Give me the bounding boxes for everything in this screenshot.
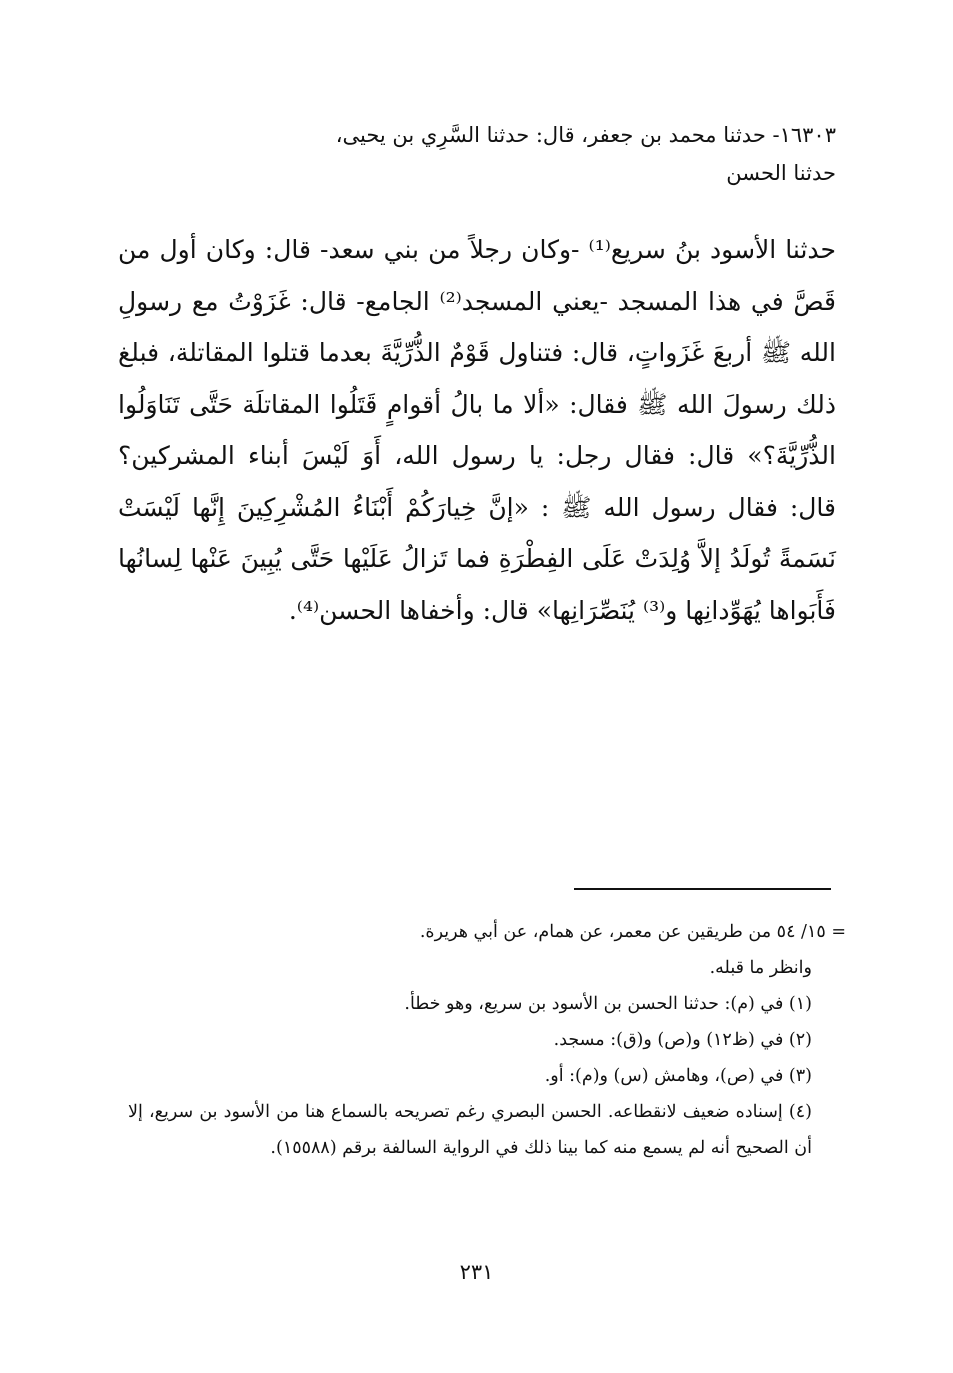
hadith-body: حدثنا الأسود بنُ سريع⁽¹⁾ -وكان رجلاً من بني سعد- قال: وكان أول من قَصَّ في هذا المسجد -يعني المسجد⁽²⁾ الجامع- قال: غَزَوْتُ مع رسولِ الله ﷺ أربعَ غَزَواتٍ، قال: فتناول قَوْمٌ الذُّرِّيَّةَ بعدما قتلوا المقاتلة، فبلغ ذلك رسولَ الله ﷺ فقال: «ألا ما بالُ أقوامٍ قَتَلُوا المقاتلَة حَتَّى تَنَاوَلُوا الذُّرِّيَّةَ؟» قال: فقال رجل: يا رسول الله، أَوَ لَيْسَ أبناء المشركين؟ قال: فقال رسول الله ﷺ : «إنَّ خِيارَكُمْ أَبْنَاءُ المُشْرِكِينَ إِنَّها لَيْسَتْ نَسَمةً تُولَدُ إلاَّ وُلِدَتْ عَلَى الفِطْرَةِ فما تَزالُ عَلَيْها حَتَّى يُبِينَ عَنْها لِسانُها فَأَبَواها يُهَوِّدانِها و⁽³⁾ يُنَصِّرَانِها» قال: وأخفاها الحسن⁽⁴⁾. xyxy=(118,235,837,625)
footnote-4: (٤) إسناده ضعيف لانقطاعه. الحسن البصري رغم تصريحه بالسماع هنا من الأسود بن سريع، إلا أن الصحيح أنه لم يسمع منه كما بينا ذلك في الرواية السالفة برقم (١٥٥٨٨). xyxy=(128,1102,812,1158)
footnote-2: (٢) في (ظ١٢) و(ص) و(ق): مسجد. xyxy=(553,1030,812,1050)
footnote-3: (٣) في (ص)، وهامش (س) و(م): أو. xyxy=(544,1066,812,1086)
footnote-see-before: وانظر ما قبله. xyxy=(709,958,812,978)
footnote-1: (١) في (م): حدثنا الحسن بن الأسود بن سريع، وهو خطأ. xyxy=(404,994,812,1014)
hadith-intro-line-2: حدثنا الحسن xyxy=(726,161,836,185)
footnote-continuation: = ١٥/ ٥٤ من طريقين عن معمر، عن همام، عن أبي هريرة. xyxy=(419,922,846,942)
hadith-intro xyxy=(118,116,836,192)
page-number: ٢٣١ xyxy=(459,1260,494,1284)
footnotes xyxy=(118,914,846,1166)
hadith-intro-line-1: ١٦٣٠٣- حدثنا محمد بن جعفر، قال: حدثنا السَّرِي بن يحيى، xyxy=(335,123,836,147)
footnote-divider xyxy=(574,888,831,890)
